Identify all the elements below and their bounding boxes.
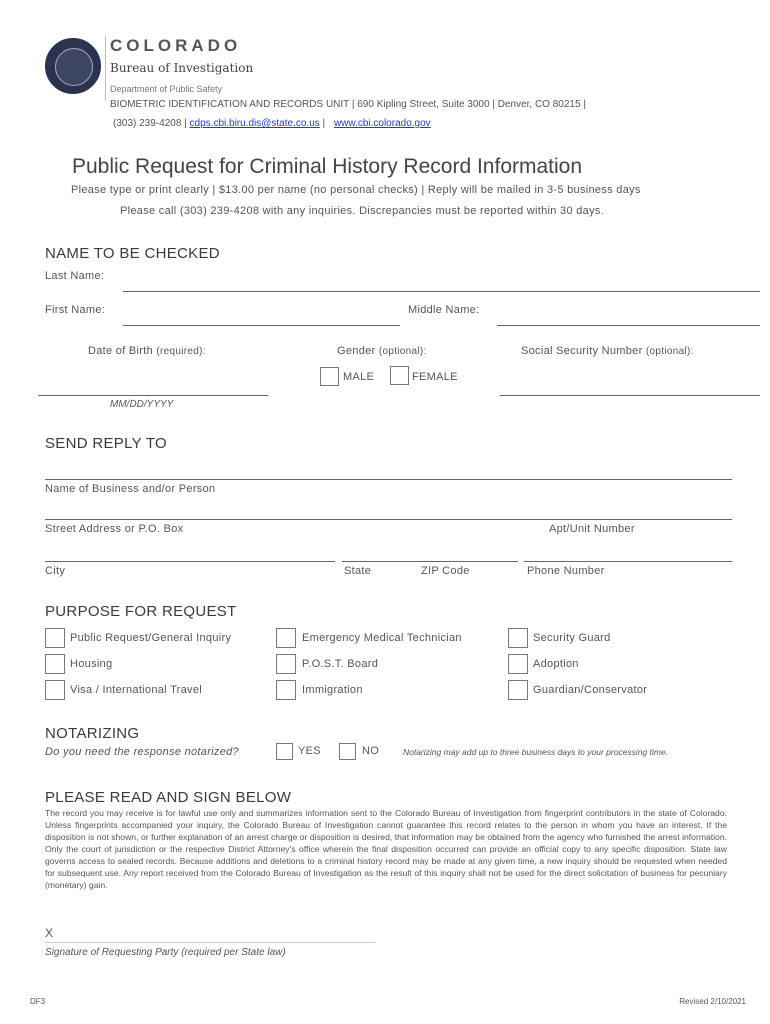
purpose-label: Adoption <box>533 658 579 670</box>
middle-name-field[interactable] <box>497 325 760 326</box>
purpose-label: Immigration <box>302 684 363 696</box>
org-name: COLORADO <box>110 36 242 55</box>
purpose-label: Security Guard <box>533 632 611 644</box>
gender-text: Gender <box>337 345 376 357</box>
website-link[interactable]: www.cbi.colorado.gov <box>333 118 431 129</box>
purpose-label: P.O.S.T. Board <box>302 658 379 670</box>
gender-label <box>337 345 427 357</box>
dob-label <box>88 345 206 357</box>
dob-text: Date of Birth <box>88 345 154 357</box>
street-label: Street Address or P.O. Box <box>45 523 184 535</box>
recipient-name-field[interactable] <box>45 479 732 480</box>
purpose-checkbox-housing[interactable] <box>45 654 65 674</box>
name-section-heading: NAME TO BE CHECKED <box>45 245 220 262</box>
recipient-name-label: Name of Business and/or Person <box>45 483 216 495</box>
purpose-checkbox-emt[interactable] <box>276 628 296 648</box>
last-name-label: Last Name: <box>45 270 105 282</box>
zip-label: ZIP Code <box>421 565 470 577</box>
notarizing-heading: NOTARIZING <box>45 725 140 742</box>
female-label: FEMALE <box>412 371 458 383</box>
contact-line <box>113 118 431 129</box>
notarize-yes-label: YES <box>298 745 321 757</box>
notarize-note: Notarizing may add up to three business days to your processing time. <box>403 747 669 757</box>
purpose-checkbox-general-inquiry[interactable] <box>45 628 65 648</box>
state-label: State <box>344 565 372 577</box>
notarize-question: Do you need the response notarized? <box>45 746 239 758</box>
purpose-section-heading: PURPOSE FOR REQUEST <box>45 603 237 620</box>
city-label: City <box>45 565 66 577</box>
signature-x: X <box>45 926 54 940</box>
phone: (303) 239-4208 | <box>113 118 187 129</box>
ssn-label <box>521 345 694 357</box>
department-name: Department of Public Safety <box>110 84 223 94</box>
phone-label: Phone Number <box>527 565 605 577</box>
purpose-checkbox-adoption[interactable] <box>508 654 528 674</box>
form-id: DF3 <box>30 997 46 1006</box>
subtitle-2: Please call (303) 239-4208 with any inquiries. Discrepancies must be reported within 30 days. <box>120 205 605 217</box>
purpose-label: Public Request/General Inquiry <box>70 632 232 644</box>
signature-label: Signature of Requesting Party (required per State law) <box>45 947 286 958</box>
address-line: BIOMETRIC IDENTIFICATION AND RECORDS UNIT | 690 Kipling Street, Suite 3000 | Denver, CO 80215 | <box>110 99 586 110</box>
page-title: Public Request for Criminal History Record Information <box>72 155 583 178</box>
last-name-field[interactable] <box>123 291 760 292</box>
female-checkbox[interactable] <box>390 366 409 385</box>
purpose-label: Emergency Medical Technician <box>302 632 462 644</box>
ssn-field[interactable] <box>500 395 760 396</box>
street-field[interactable] <box>45 519 732 520</box>
bureau-name: Bureau of Investigation <box>110 61 254 75</box>
dob-format-hint: MM/DD/YYYY <box>110 399 174 410</box>
city-field[interactable] <box>45 561 335 562</box>
ssn-note: (optional): <box>645 346 694 357</box>
purpose-label: Housing <box>70 658 113 670</box>
apt-label: Apt/Unit Number <box>549 523 635 535</box>
purpose-label: Visa / International Travel <box>70 684 203 696</box>
first-name-label: First Name: <box>45 304 106 316</box>
notarize-no-checkbox[interactable] <box>339 743 356 760</box>
purpose-checkbox-immigration[interactable] <box>276 680 296 700</box>
sign-section-heading: PLEASE READ AND SIGN BELOW <box>45 789 292 806</box>
gender-note: (optional): <box>378 346 427 357</box>
state-zip-field[interactable] <box>342 561 518 562</box>
email-link[interactable]: cdps.cbi.biru.dis@state.co.us <box>189 118 320 129</box>
purpose-checkbox-security-guard[interactable] <box>508 628 528 648</box>
reply-section-heading: SEND REPLY TO <box>45 435 168 452</box>
male-label: MALE <box>343 371 375 383</box>
separator: | <box>322 118 326 129</box>
header-divider <box>105 36 106 100</box>
first-name-field[interactable] <box>123 325 400 326</box>
purpose-label: Guardian/Conservator <box>533 684 648 696</box>
revision-date: Revised 2/10/2021 <box>679 997 746 1006</box>
colorado-seal-logo <box>45 38 101 94</box>
notarize-no-label: NO <box>362 745 380 757</box>
purpose-checkbox-visa[interactable] <box>45 680 65 700</box>
purpose-checkbox-post-board[interactable] <box>276 654 296 674</box>
purpose-checkbox-guardian[interactable] <box>508 680 528 700</box>
dob-note: (required): <box>156 346 206 357</box>
dob-field[interactable] <box>38 395 268 396</box>
ssn-text: Social Security Number <box>521 345 643 357</box>
male-checkbox[interactable] <box>320 367 339 386</box>
disclaimer-paragraph: The record you may receive is for lawful use only and summarizes information sent to the Colorado Bureau of Investigation from fingerprint contributors in the state of Colorado. Unless fingerprints accompanied your inquiry, the Colorado Bureau of Investigation cannot guarantee this record relates to the person in whom you have an interest. If the disposition is not shown, or further explanation of an arrest charge or disposition is desired, that information may be obtained from the agency who furnished the arrest information. Only the court of jurisdiction or the respective District Attorney's office wherein the final disposition occurred can provide an official copy to any specific disposition. State law governs access to sealed records. Because additions and deletions to a criminal history record may be made at any given time, a new inquiry should be requested when needed for subsequent use. Any report received from the Colorado Bureau of Investigation as the result of this inquiry shall not be used for the direct solicitation of business for pecuniary (monetary) gain. <box>45 808 727 890</box>
phone-field[interactable] <box>524 561 732 562</box>
subtitle-1: Please type or print clearly | $13.00 per name (no personal checks) | Reply will be mailed in 3-5 business days <box>71 184 641 196</box>
notarize-yes-checkbox[interactable] <box>276 743 293 760</box>
signature-field[interactable] <box>45 942 375 943</box>
middle-name-label: Middle Name: <box>408 304 480 316</box>
